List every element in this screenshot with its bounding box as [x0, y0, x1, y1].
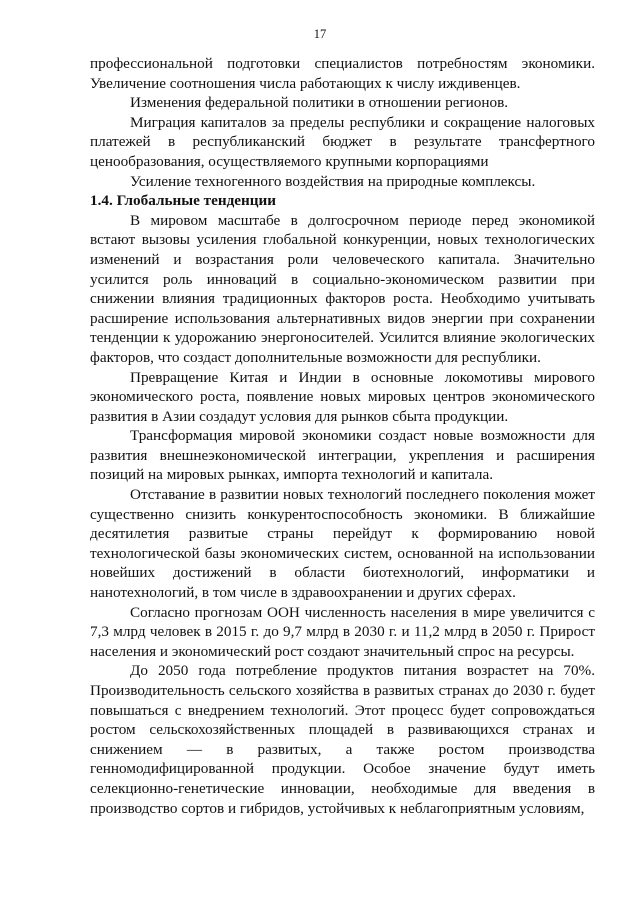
page-number: 17 — [313, 27, 327, 41]
paragraph: Превращение Китая и Индии в основные локомотивы мирового экономического роста, появление новых мировых центров экономического развития в Азии создадут условия для рынков сбыта продукции. — [90, 368, 595, 425]
paragraph-continuation: профессиональной подготовки специалистов потребностям экономики. Увеличение соотношения числа работающих к числу иждивенцев. — [90, 55, 595, 92]
paragraph: Усиление техногенного воздействия на природные комплексы. — [130, 172, 536, 190]
paragraph: Изменения федеральной политики в отношении регионов. — [130, 94, 509, 112]
paragraph: До 2050 года потребление продуктов питания возрастет на 70%. Производительность сельского хозяйства в развитых странах до 2030 г. будет повышаться с внедрением технологий. Этот процесс будет сопровождаться ростом сельскохозяйственных площадей в развивающихся странах и снижением — в развитых, а также ростом производства генномодифицированной продукции. Особое значение будут иметь селекционно-генетические инновации, необходимые для введения в производство сортов и гибридов, устойчивых к неблагоприятным условиям, — [90, 662, 595, 817]
document-body — [90, 54, 595, 818]
paragraph: Согласно прогнозам ООН численность населения в мире увеличится с 7,3 млрд человек в 2015 г. до 9,7 млрд в 2030 г. и 11,2 млрд в 2050 г. Прирост населения и экономический рост создают значительный спрос на ресурсы. — [90, 603, 595, 660]
paragraph: Трансформация мировой экономики создаст новые возможности для развития внешнеэкономической интеграции, укрепления и расширения позиций на мировых рынках, импорта технологий и капитала. — [90, 427, 595, 484]
paragraph: Отставание в развитии новых технологий последнего поколения может существенно снизить конкурентоспособность экономики. В ближайшие десятилетия развитые страны перейдут к формированию новой технологической базы экономических систем, основанной на использовании новейших достижений в области биотехнологий, информатики и нанотехнологий, в том числе в здравоохранении и других сферах. — [90, 486, 595, 602]
paragraph: Миграция капиталов за пределы республики и сокращение налоговых платежей в республиканский бюджет в результате трансфертного ценообразования, осуществляемого крупными корпорациями — [90, 113, 595, 170]
paragraph: В мировом масштабе в долгосрочном периоде перед экономикой встают вызовы усиления глобальной конкуренции, новых технологических изменений и возрастания роли человеческого капитала. Значительно усилится роль инноваций в социально-экономическом развитии при снижении влияния традиционных факторов роста. Необходимо учитывать расширение использования альтернативных видов энергии при сохранении тенденции к удорожанию энергоносителей. Усилится влияние экологических факторов, что создаст дополнительные возможности для республики. — [90, 211, 595, 366]
section-heading: 1.4. Глобальные тенденции — [90, 192, 277, 210]
